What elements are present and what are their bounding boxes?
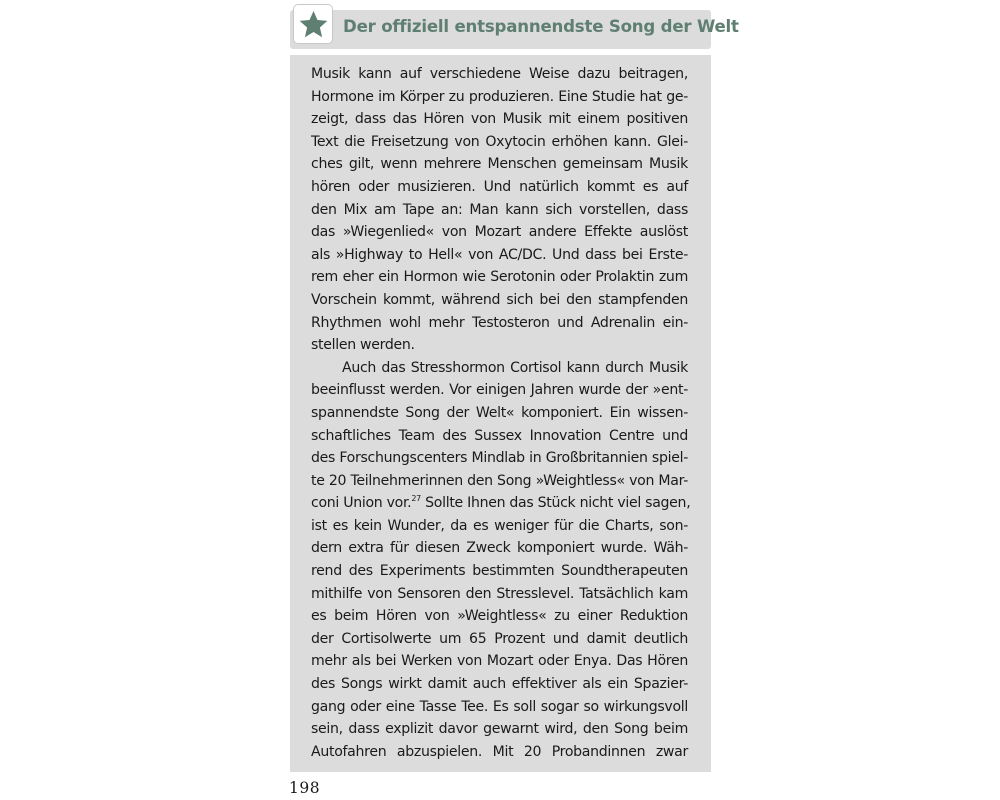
text-line: des Forschungscenters Mindlab in Großbritannien spiel-	[311, 450, 688, 467]
text-line: beeinflusst werden. Vor einigen Jahren wurde der »ent-	[311, 382, 688, 399]
text-line: spannendste Song der Welt« komponiert. Ein wissen-	[311, 404, 688, 421]
text-line: Vorschein kommt, während sich bei den stampfenden	[311, 291, 688, 308]
star-icon	[298, 9, 329, 40]
page-number: 198	[289, 779, 321, 797]
star-icon-box	[293, 4, 333, 44]
text-line: als »Highway to Hell« von AC/DC. Und dass bei Erste-	[311, 246, 688, 263]
text-line: dern extra für diesen Zweck komponiert wurde. Wäh-	[311, 540, 688, 557]
text-line: Hormone im Körper zu produzieren. Eine Studie hat ge-	[311, 88, 688, 105]
text-line: rem eher ein Hormon wie Serotonin oder Prolaktin zum	[311, 269, 688, 286]
text-line: schaftliches Team des Sussex Innovation Centre und	[311, 427, 688, 444]
text-line-with-footnote	[311, 492, 691, 515]
text-line: hören oder musizieren. Und natürlich kommt es auf	[311, 178, 688, 195]
text-line: mithilfe von Sensoren den Stresslevel. Tatsächlich kam	[311, 585, 688, 602]
text-line: des Songs wirkt damit auch effektiver als ein Spazier-	[311, 676, 688, 693]
text-line: den Mix am Tape an: Man kann sich vorstellen, dass	[311, 201, 688, 218]
text-line-paragraph-start: Auch das Stresshormon Cortisol kann durch Musik	[342, 359, 688, 376]
text-line: Musik kann auf verschiedene Weise dazu beitragen,	[311, 66, 688, 82]
text-line: Autofahren abzuspielen. Mit 20 Probandinnen zwar	[311, 743, 688, 760]
text-line: ist es kein Wunder, da es weniger für die Charts, son-	[311, 517, 688, 534]
text-line-tail: Sollte Ihnen das Stück nicht viel sagen,	[420, 495, 691, 512]
text-line: der Cortisolwerte um 65 Prozent und damit deutlich	[311, 630, 688, 647]
text-line-head: coni Union vor.	[311, 495, 412, 512]
text-line: sein, dass explizit davor gewarnt wird, den Song beim	[311, 721, 688, 738]
text-line-paragraph-end: stellen werden.	[311, 337, 415, 354]
text-line: das »Wiegenlied« von Mozart andere Effekte auslöst	[311, 224, 688, 241]
footnote-reference[interactable]: 27	[411, 494, 421, 504]
text-line: es beim Hören von »Weightless« zu einer Reduktion	[311, 608, 688, 625]
sidebar-body-text	[311, 63, 691, 763]
text-line: zeigt, dass das Hören von Musik mit einem positiven	[311, 111, 688, 128]
text-line: te 20 Teilnehmerinnen den Song »Weightless« von Mar-	[311, 472, 688, 489]
text-line: Rhythmen wohl mehr Testosteron und Adrenalin ein-	[311, 314, 688, 331]
sidebar-title: Der offiziell entspannendste Song der Welt	[343, 17, 739, 36]
text-line: gang oder eine Tasse Tee. Es soll sogar so wirkungsvoll	[311, 698, 688, 715]
text-line: mehr als bei Werken von Mozart oder Enya. Das Hören	[311, 653, 688, 670]
text-line: Text die Freisetzung von Oxytocin erhöhen kann. Glei-	[311, 133, 688, 150]
text-line: ches gilt, wenn mehrere Menschen gemeinsam Musik	[311, 156, 688, 173]
text-line: rend des Experiments bestimmten Soundtherapeuten	[311, 563, 688, 580]
